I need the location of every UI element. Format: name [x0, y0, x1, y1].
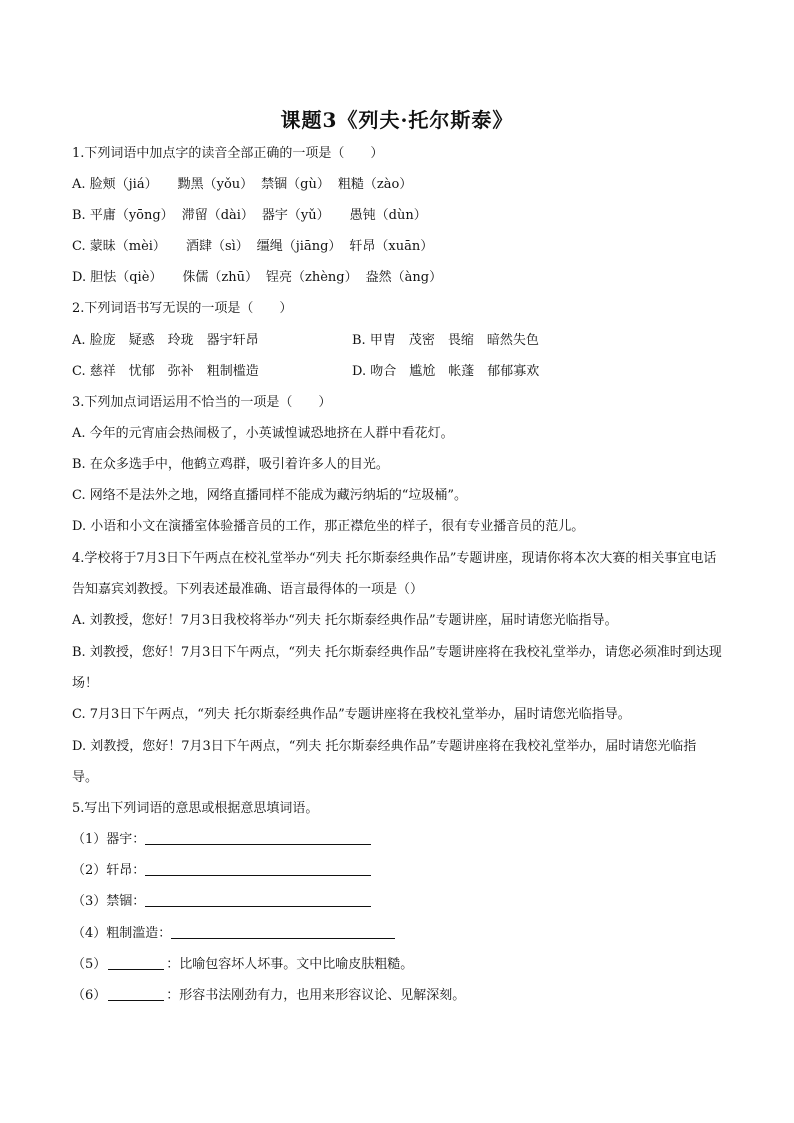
answer-blank[interactable] — [145, 862, 371, 876]
question-3-option-b: B. 在众多选手中，他鹤立鸡群，吸引着许多人的目光。 — [72, 457, 389, 472]
answer-blank[interactable] — [171, 925, 395, 939]
question-3-stem: 3.下列加点词语运用不恰当的一项是（ ） — [72, 395, 332, 410]
question-1-option-c: C. 蒙昧（mèi） 酒肆（sì） 缰绳（jiāng） 轩昂（xuān） — [72, 239, 434, 254]
answer-blank[interactable] — [145, 893, 371, 907]
question-3-option-a: A. 今年的元宵庙会热闹极了，小英诚惶诚恐地挤在人群中看花灯。 — [72, 426, 454, 441]
question-2-option-d: D. 吻合 尴尬 帐蓬 郁郁寡欢 — [352, 364, 540, 379]
question-4-stem: 4.学校将于7月3日下午两点在校礼堂举办“列夫 托尔斯泰经典作品”专题讲座，现请你将本次大赛的相关事宜电话告知嘉宾刘教授。下列表述最准确、语言最得体的一项是（） — [72, 551, 717, 597]
question-5-item-3: （3）禁锢： — [72, 893, 371, 911]
question-5-item-2: （2）轩昂： — [72, 862, 371, 880]
question-4-option-a: A. 刘教授，您好！7月3日我校将举办“列夫 托尔斯泰经典作品”专题讲座，届时请您光临指导。 — [72, 613, 618, 628]
question-4-option-b: B. 刘教授，您好！7月3日下午两点，“列夫 托尔斯泰经典作品”专题讲座将在我校礼堂举办，请您必须准时到达现场！ — [72, 645, 722, 691]
question-1-stem: 1.下列词语中加点字的读音全部正确的一项是（ ） — [72, 146, 384, 161]
answer-blank[interactable] — [145, 831, 371, 845]
page-title: 课题3《列夫·托尔斯泰》 — [280, 108, 514, 132]
question-1-option-b: B. 平庸（yōng） 滞留（dài） 器宇（yǔ） 愚钝（dùn） — [72, 208, 427, 223]
question-5-item-6: （6） ：形容书法刚劲有力，也用来形容议论、见解深刻。 — [72, 988, 466, 1003]
question-2-option-a: A. 脸庞 疑惑 玲珑 器宇轩昂 — [72, 333, 259, 348]
question-4-option-d: D. 刘教授，您好！7月3日下午两点，“列夫 托尔斯泰经典作品”专题讲座将在我校礼堂举办，届时请您光临指导。 — [72, 739, 697, 785]
answer-blank[interactable] — [108, 987, 164, 1001]
question-1-option-a: A. 脸颊（jiá） 黝黑（yǒu） 禁锢（gù） 粗糙（zào） — [72, 177, 413, 192]
question-2-stem: 2.下列词语书写无误的一项是（ ） — [72, 301, 293, 316]
question-2-option-b: B. 甲胄 茂密 畏缩 暗然失色 — [352, 333, 539, 348]
question-2-option-c: C. 慈祥 忧郁 弥补 粗制槛造 — [72, 364, 259, 379]
question-1-option-d: D. 胆怯（qiè） 侏儒（zhū） 锃亮（zhèng） 盎然（àng） — [72, 270, 443, 285]
answer-blank[interactable] — [108, 956, 164, 970]
question-5-item-1: （1）器宇： — [72, 831, 371, 849]
question-5-stem: 5.写出下列词语的意思或根据意思填词语。 — [72, 801, 319, 816]
question-3-option-c: C. 网络不是法外之地，网络直播同样不能成为藏污纳垢的“垃圾桶”。 — [72, 488, 468, 503]
question-4-option-c: C. 7月3日下午两点，“列夫 托尔斯泰经典作品”专题讲座将在我校礼堂举办，届时请您光临指导。 — [72, 707, 631, 722]
question-5-item-4: （4）粗制滥造： — [72, 925, 395, 943]
question-5-item-5: （5） ：比喻包容坏人坏事。文中比喻皮肤粗糙。 — [72, 957, 414, 972]
question-3-option-d: D. 小语和小文在演播室体验播音员的工作，那正襟危坐的样子，很有专业播音员的范儿。 — [72, 519, 585, 534]
